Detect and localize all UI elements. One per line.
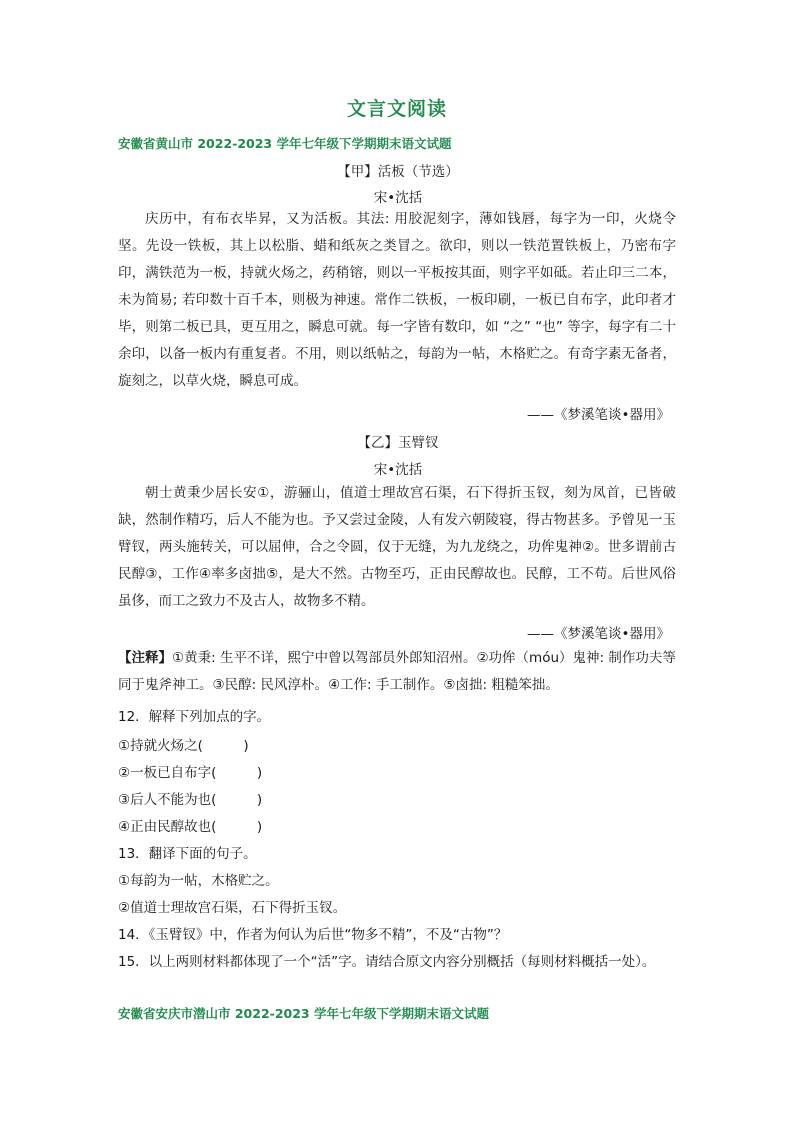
question-13: 13．翻译下面的句子。 [118,846,257,862]
passage-b-citation: ——《梦溪笔谈•器用》 [527,626,670,642]
question-14: 14．《玉臂钗》中，作者为何认为后世“物多不精”，不及“古物”？ [118,927,508,943]
question-15: 15．以上两则材料都体现了一个“活”字。请结合原文内容分别概括（每则材料概括一处）。 [118,954,656,970]
question-12-item: ③后人不能为也( ) [118,792,263,808]
source-label-1: 安徽省黄山市 2022-2023 学年七年级下学期期末语文试题 [118,136,452,151]
source-label-2: 安徽省安庆市潜山市 2022-2023 学年七年级下学期期末语文试题 [118,1006,489,1021]
question-12-item: ④正由民醇故也( ) [118,819,263,835]
question-12: 12．解释下列加点的字。 [118,709,271,725]
annotation-label: 【注释】 [118,650,172,666]
annotation-text: ①黄秉: 生平不详，熙宁中曾以驾部员外郎知沼州。②功侔（móu）鬼神: 制作功夫等同于鬼斧神工。③民醇: 民风淳朴。④工作: 手工制作。⑤卤拙: 粗糙笨拙。 [118,650,676,693]
passage-a-heading: 【甲】活板（节选） [337,164,459,180]
question-13-item: ①每韵为一帖，木格贮之。 [118,873,279,889]
passage-b-author: 宋•沈括 [373,462,423,478]
passage-b-heading: 【乙】玉臂钗 [357,435,439,451]
question-12-item: ②一板已自布字( ) [118,765,263,781]
annotation-block [118,645,676,699]
passage-a-citation: ——《梦溪笔谈•器用》 [527,407,670,423]
page-title: 文言文阅读 [346,98,447,120]
passage-b-text: 朝士黄秉少居长安①，游骊山，值道士理故宫石渠，石下得折玉钗，刻为凤首，已皆破缺，然制作精巧，后人不能为也。予又尝过金陵，人有发六朝陵寝，得古物甚多。予曾见一玉臂钗，两头施转关，可以屈伸，合之令圆，仅于无缝，为九龙绕之，功侔鬼神②。世多谓前古民醇③，工作④率多卤拙⑤，是大不然。古物至巧，正由民醇故也。民醇，工不苟。后世风俗虽侈，而工之致力不及古人，故物多不精。 [118,485,676,609]
question-13-item: ②值道士理故宫石渠，石下得折玉钗。 [118,900,347,916]
question-12-item: ①持就火炀之( ) [118,738,249,754]
passage-a-author: 宋•沈括 [373,190,423,206]
passage-a-text: 庆历中，有布衣毕昇，又为活板。其法: 用胶泥刻字，薄如钱唇，每字为一印，火烧令坚。先设一铁板，其上以松脂、蜡和纸灰之类冒之。欲印，则以一铁范置铁板上，乃密布字印，满铁范为一板，持就火炀之，药稍镕，则以一平板按其面，则字平如砥。若止印三二本，未为简易; 若印数十百千本，则极为神速。常作二铁板，一板印刷，一板已自布字，此印者才毕，则第二板已具，更互用之，瞬息可就。每一字皆有数印，如 “之” “也” 等字，每字有二十余印，以备一板内有重复者。不用，则以纸帖之，每韵为一帖，木格贮之。有奇字素无备者，旋刻之，以草火烧，瞬息可成。 [118,211,676,389]
